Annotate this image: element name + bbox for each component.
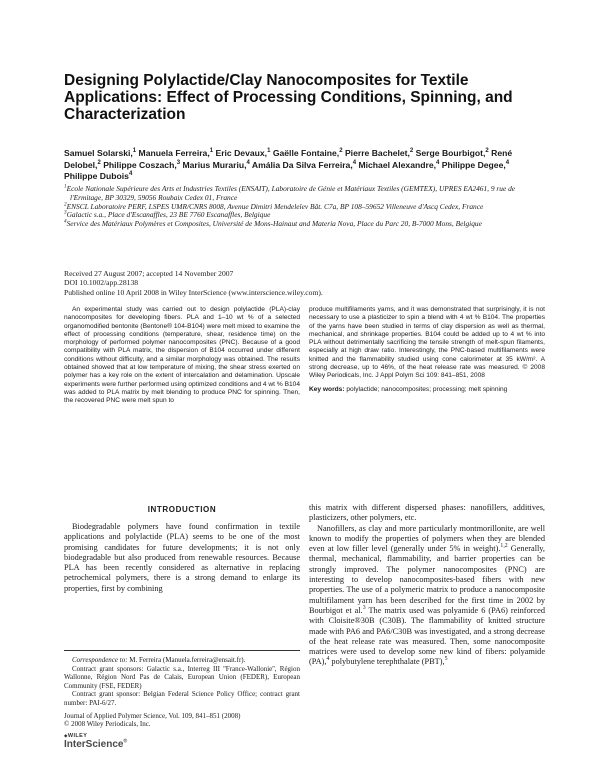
publication-info	[64, 269, 544, 297]
author: Eric Devaux,$^1$	[215, 148, 271, 158]
article-title: Designing Polylactide/Clay Nanocomposites for Textile Applications: Effect of Processing Conditions, Spinning, and Characterization	[64, 72, 513, 123]
footnotes	[64, 656, 300, 708]
grant-sponsor-belgian: Contract grant sponsor: Belgian Federal Science Policy Office; contract grant number: PAI-6/27.	[64, 690, 300, 707]
published-online: Published online 10 April 2008 in Wiley InterScience (www.interscience.wiley.com).	[64, 287, 323, 297]
affiliation: $^4$Service des Matériaux Polymères et Composites, Université de Mons-Hainaut and Materia Nova, Place du Parc 20, B-7000 Mons, Belgique	[64, 218, 482, 229]
author: Michael Alexandre,$^4$	[358, 159, 440, 170]
journal-citation: Journal of Applied Polymer Science, Vol. 109, 841–851 (2008)	[64, 712, 241, 720]
affiliation: $^3$Galactic s.a., Place d'Escanaffles, 23 BE 7760 Escanaffles, Belgique	[64, 209, 271, 220]
author: Marius Murariu,$^4$	[182, 159, 250, 170]
author: Gaëlle Fontaine,$^2$	[272, 148, 343, 158]
affiliations	[64, 185, 544, 229]
correspondence-label: Correspondence to:	[72, 656, 128, 664]
wiley-interscience-logo	[64, 733, 134, 753]
author: René Delobel,$^2$	[64, 148, 513, 170]
intro-left-column: Biodegradable polymers have found confirmation in textile applications and polylactide (PLA) seems to be one of the most promising candidates for future developments; it is not only biodegradable but also produced from renewable resources. Because PLA has been recently considered as alternative in replacing petrochemical polymers, there is a strong demand to enlarge its properties, first by combining	[64, 522, 300, 593]
diamond-icon: ◆	[64, 733, 68, 738]
correspondence-email[interactable]: M. Ferreira (Manuela.ferreira@ensait.fr).	[129, 656, 246, 664]
keywords	[309, 386, 545, 394]
section-heading: INTRODUCTION	[147, 505, 217, 514]
footnote-divider	[64, 650, 300, 651]
copyright: © 2008 Wiley Periodicals, Inc.	[64, 720, 151, 729]
author: Philippe Dubois$^4$	[64, 171, 133, 181]
journal-info	[64, 712, 300, 728]
author: Serge Bourbigot,$^2$	[415, 148, 489, 158]
author: Philippe Coszach,$^3$	[103, 159, 181, 170]
abstract-right	[309, 306, 545, 394]
intro-right-p2: Nanofillers, as clay and more particularly montmorillonite, are well known to modify the properties of polymers when they are blended even at low filler level (generally under 5% in weight).$^{1,2}$ Generally, thermal, mechanical, flammability, and barrier properties can be strongly improved. The polymer nanocomposites (PNC) are interesting to develop nanocomposites-based fibers with new properties. The use of a polymeric matrix to produce a nanocomposite multifilament yarn has been described for the first time in 2002 by Bourbigot et al.$^3$ The matrix used was polyamide 6 (PA6) reinforced with Cloisite®30B (C30B). The flammability of knitted structure made with PA6 and PA6/C30B was investigated, and a strong decrease of the heat release rate was measured. Then, some nanocomposite matrices were used to develop some new kind of fibers: polyamide (PA),$^4$ polybutylene terephthalate (PBT),$^5$	[309, 523, 545, 667]
interscience-wordmark: InterScience®	[64, 738, 128, 750]
author: Manuela Ferreira,$^1$	[138, 148, 214, 158]
affiliation: $^1$Ecole Nationale Supérieure des Arts et Industries Textiles (ENSAIT), Laboratoire de Génie et Matériaux Textiles (GEMTEX), UPRES EA2461, 9 rue de l'Ermitage, BP 30329, 59056 Roubaix Cedex 01, France	[64, 183, 516, 202]
intro-right-column	[309, 503, 545, 668]
author: Amália Da Silva Ferreira,$^4$	[251, 159, 357, 170]
wiley-wordmark: ◆WILEY	[64, 733, 88, 739]
keywords-text: polylactide; nanocomposites; processing; melt spinning	[346, 385, 508, 393]
doi: DOI 10.1002/app.28138	[64, 278, 139, 288]
author: Pierre Bachelet,$^2$	[344, 148, 414, 158]
author-list	[64, 148, 544, 183]
received-date: Received 27 August 2007; accepted 14 November 2007	[64, 269, 234, 278]
keywords-label: Key words:	[309, 385, 345, 393]
abstract-right-text: produce multifilaments yarns, and it was demonstrated that surprisingly, it is not necessary to use a plasticizer to spin a blend with 4 wt % B104. The properties of the yarns have been studied in terms of clay dispersion as well as thermal, mechanical, and shrinkage properties. B104 could be added up to 4 wt % into PLA without detrimentally sacrificing the tensile strength of melt-spun filaments, especially at high draw ratio. Interestingly, the PNC-based multifilaments were knitted and the flammability studied using cone calorimeter at 35 kW/m². A strong decrease, up to 46%, of the heat release rate was measured. © 2008 Wiley Periodicals, Inc. J Appl Polym Sci 109: 841–851, 2008	[309, 306, 545, 380]
correspondence	[64, 656, 300, 665]
affiliation: $^2$ENSCL Laboratoire PERF, LSPES UMR/CNRS 8008, Avenue Dimitri Mendeleïev Bât. C7a, BP 108–59652 Villeneuve d'Ascq Cedex, France	[64, 201, 484, 211]
author: Philippe Degee,$^4$	[441, 159, 510, 170]
abstract-left: An experimental study was carried out to design polylactide (PLA)-clay nanocomposites for developing fibers. PLA and 1–10 wt % of a selected organomodified bentonite (Bentone® 104-B104) were melt mixed to examine the effect of processing conditions (temperature, shear, residence time) on the morphology of performed polymer nanocomposites (PNC). Because of a good compatibility with PLA matrix, the dispersion of B104 occurred under different conditions without difficulty, and a similar morphology was obtained. The results obtained showed that at low temperature of mixing, the shear stress exerted on polymer has a key role on the extent of intercalation and delamination. Upscale experiments were further performed using optimized conditions and 4 wt % B104 was added to PLA matrix by melt blending to produce PNC for spinning. Then, the recovered PNC were melt spun to	[64, 306, 300, 405]
intro-right-p1: this matrix with different dispersed phases: nanofillers, additives, plasticizers, other polymers, etc.	[309, 503, 545, 523]
author: Samuel Solarski,$^1$	[64, 148, 137, 158]
grant-sponsors: Contract grant sponsors: Galactic s.a., Interreg III ''France-Wallonie'', Région Wallonne, Région Nord Pas de Calais, European Union (FEDER), European Community (FSE, FEDER)	[64, 664, 300, 690]
